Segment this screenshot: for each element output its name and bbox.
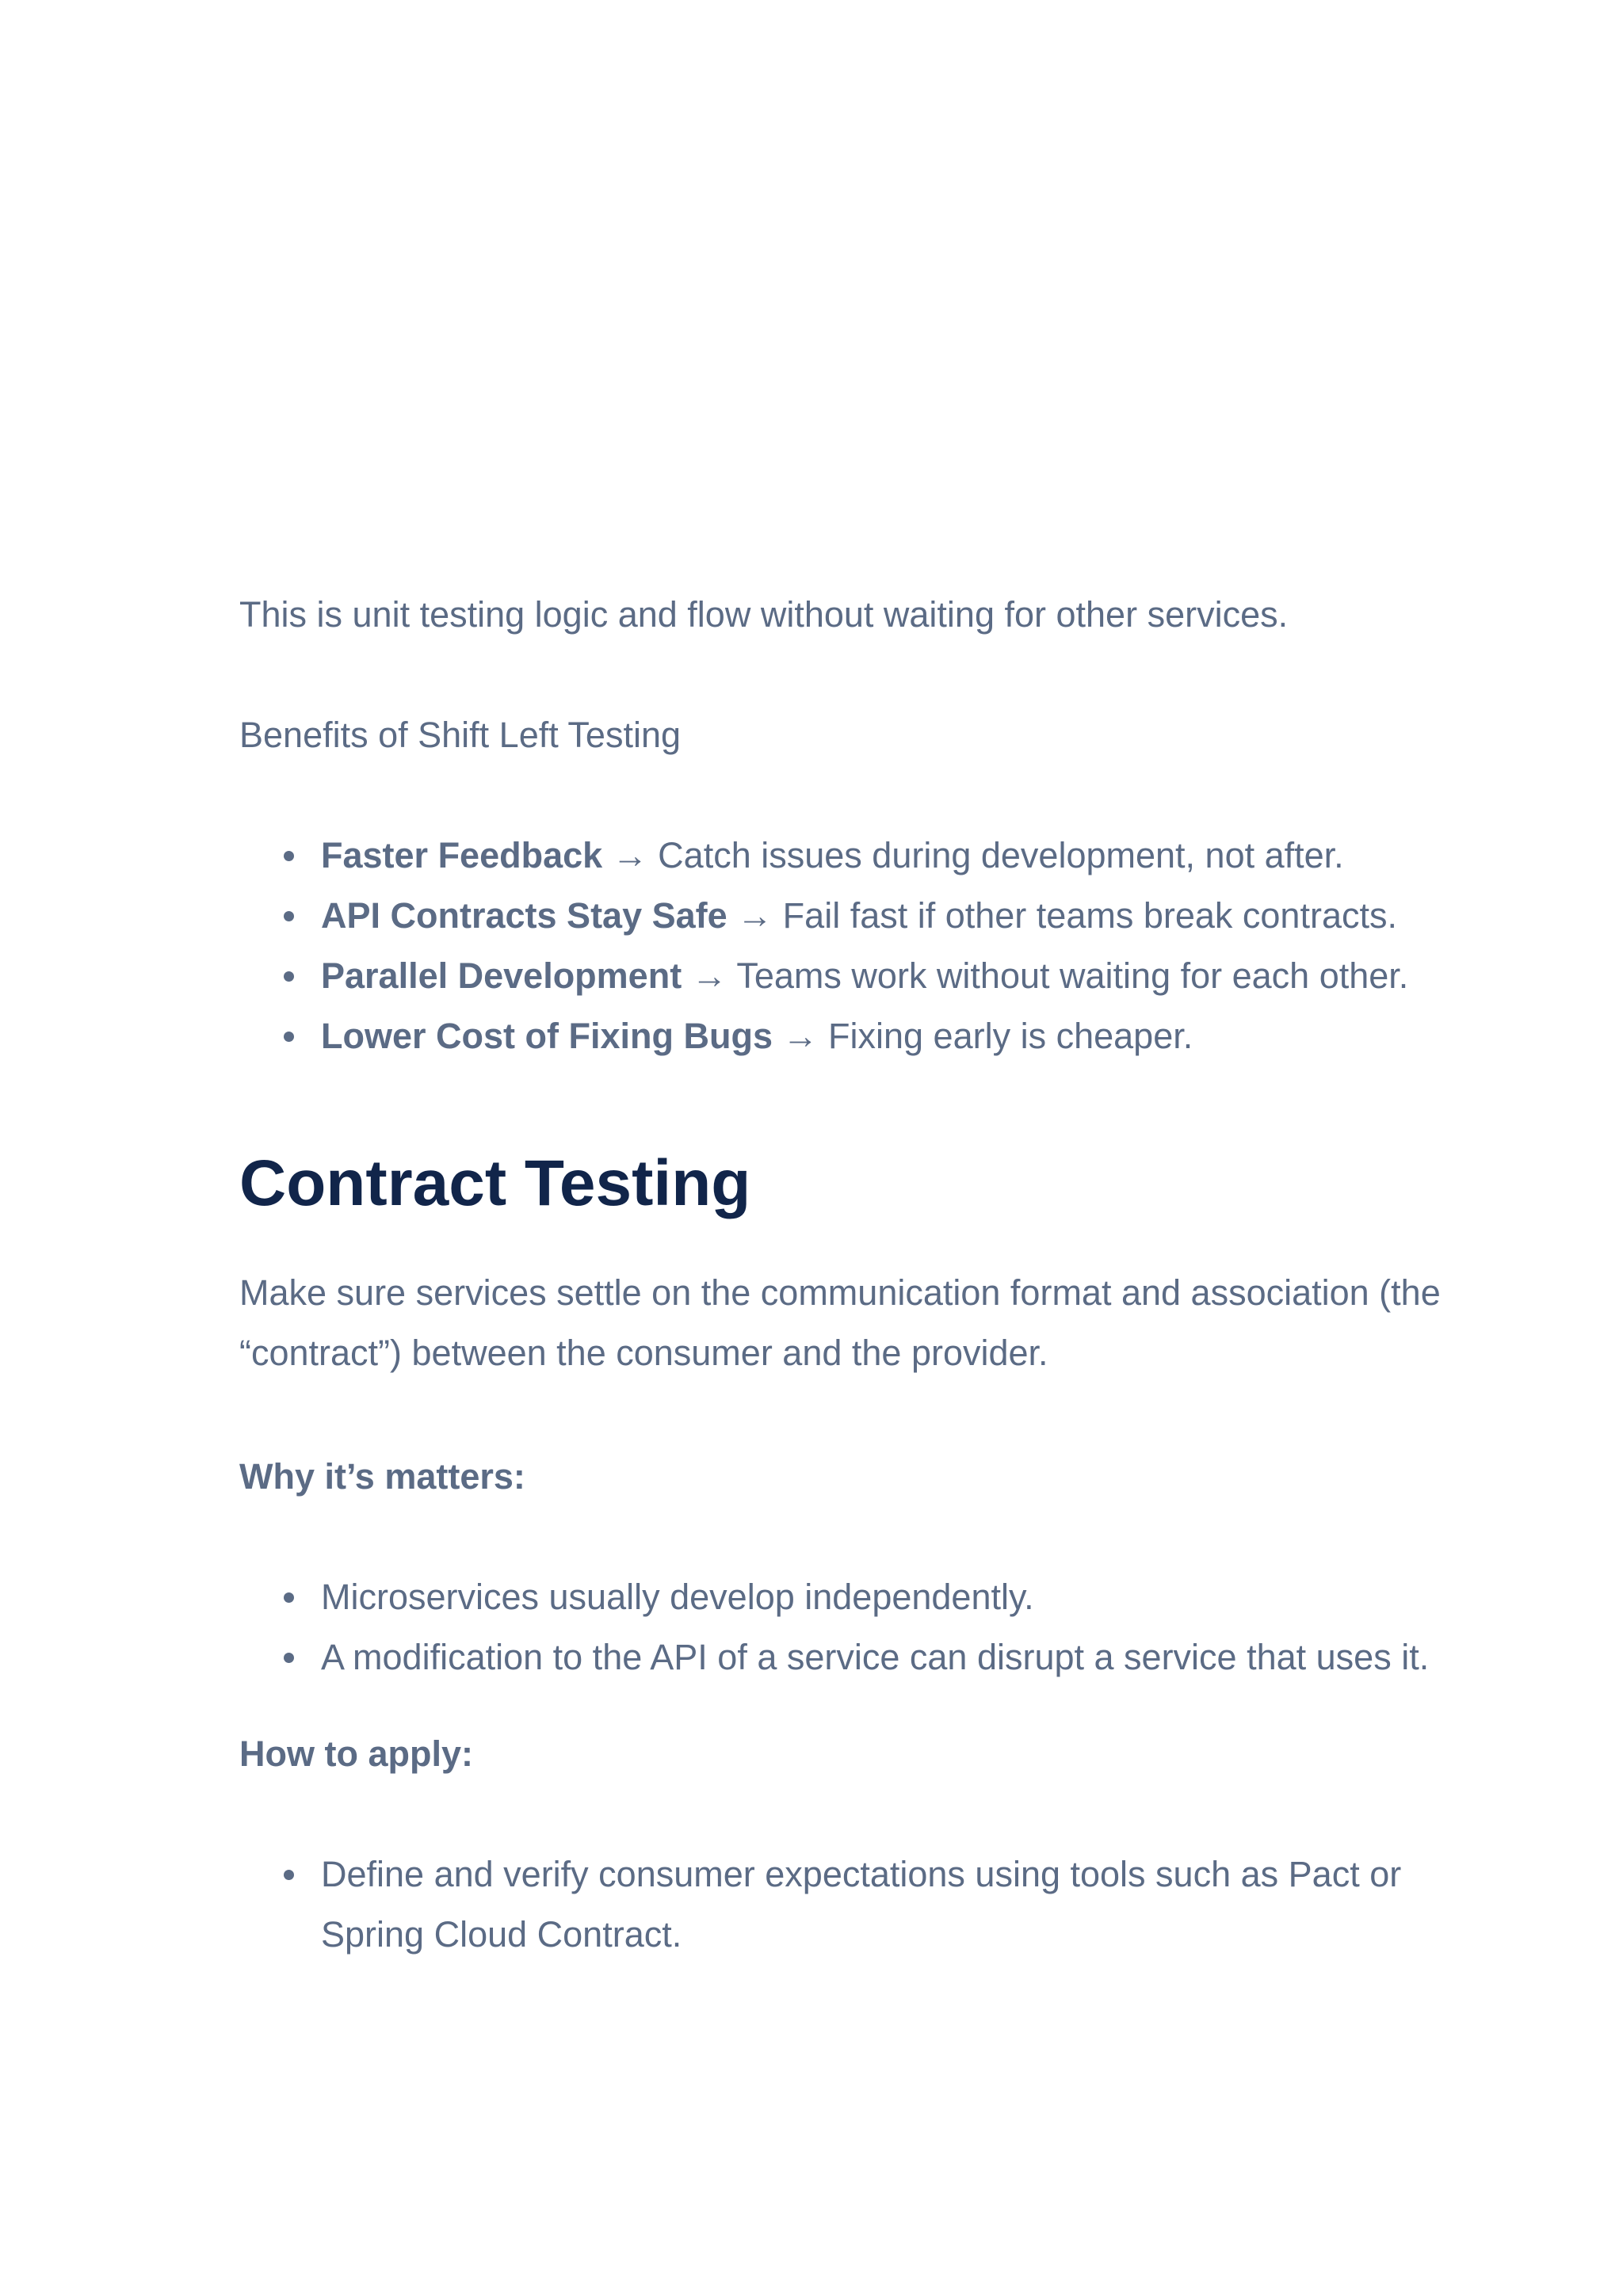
why-label: Why it’s matters: <box>239 1456 525 1497</box>
how-label: How to apply: <box>239 1733 473 1774</box>
list-item <box>321 886 1476 946</box>
benefit-title: Parallel Development <box>321 955 682 996</box>
article-content <box>239 585 1476 1965</box>
benefit-title: API Contracts Stay Safe <box>321 895 727 936</box>
how-list <box>239 1844 1476 1965</box>
list-item <box>321 826 1476 886</box>
section-lead: Make sure services settle on the communication format and association (the “contract”) between the consumer and the provider. <box>239 1272 1441 1373</box>
list-item <box>321 1006 1476 1066</box>
benefit-text: → Catch issues during development, not after. <box>602 835 1344 875</box>
list-item: Microservices usually develop independently. <box>321 1567 1476 1627</box>
benefits-heading: Benefits of Shift Left Testing <box>239 715 682 755</box>
benefits-list <box>239 826 1476 1066</box>
list-item: A modification to the API of a service can disrupt a service that uses it. <box>321 1627 1476 1688</box>
benefit-title: Faster Feedback <box>321 835 603 875</box>
list-item: Define and verify consumer expectations using tools such as Pact or Spring Cloud Contract. <box>321 1844 1476 1965</box>
why-list <box>239 1567 1476 1688</box>
intro-paragraph: This is unit testing logic and flow without waiting for other services. <box>239 594 1289 635</box>
benefit-text: → Fixing early is cheaper. <box>773 1016 1193 1056</box>
benefit-text: → Teams work without waiting for each other. <box>682 955 1409 996</box>
list-item <box>321 946 1476 1006</box>
benefit-text: → Fail fast if other teams break contracts. <box>727 895 1397 936</box>
benefit-title: Lower Cost of Fixing Bugs <box>321 1016 773 1056</box>
section-title: Contract Testing <box>239 1147 751 1219</box>
